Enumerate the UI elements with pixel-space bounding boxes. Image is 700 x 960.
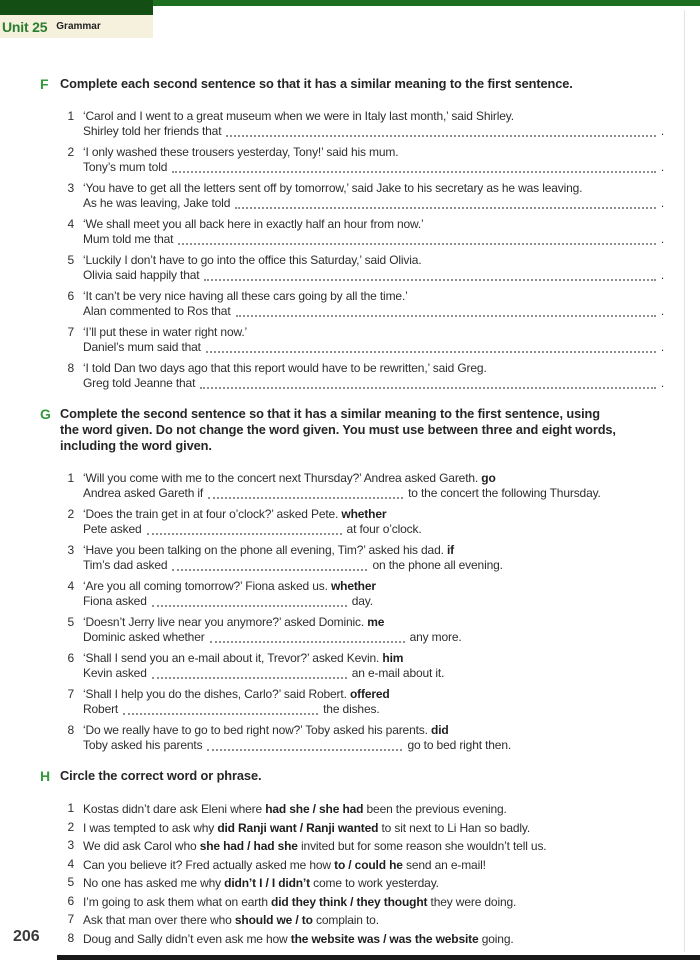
item-number: 8 bbox=[67, 723, 74, 737]
exercise-item bbox=[64, 857, 664, 873]
answer-suffix: day. bbox=[351, 594, 373, 608]
item-number: 4 bbox=[67, 856, 74, 871]
choice-bold-text: the website was / was the website bbox=[290, 931, 479, 946]
answer-blank bbox=[123, 702, 318, 715]
answer-suffix: on the phone all evening. bbox=[372, 558, 503, 572]
item-number: 6 bbox=[67, 893, 74, 908]
answer-suffix: . bbox=[660, 160, 664, 174]
quoted-sentence bbox=[83, 723, 664, 738]
answer-prefix: Andrea asked Gareth if bbox=[83, 486, 204, 500]
item-text bbox=[83, 253, 664, 283]
answer-prefix: Alan commented to Ros that bbox=[83, 304, 231, 318]
answer-blank bbox=[235, 196, 656, 209]
exercise-item bbox=[64, 912, 664, 928]
answer-prefix: Robert bbox=[83, 702, 119, 716]
item-number: 6 bbox=[67, 651, 74, 665]
sentence-text: I’m going to ask them what on earth bbox=[83, 894, 272, 909]
item-number: 5 bbox=[67, 615, 74, 629]
quoted-sentence bbox=[83, 615, 664, 630]
exercise-item bbox=[64, 931, 664, 947]
answer-prefix: Fiona asked bbox=[83, 594, 147, 608]
choice-bold-text: to / could he bbox=[334, 857, 403, 872]
item-text bbox=[83, 687, 664, 717]
item-number: 3 bbox=[67, 181, 74, 195]
answer-line bbox=[83, 268, 664, 283]
choice-bold-text: if bbox=[446, 543, 454, 557]
item-number: 3 bbox=[67, 543, 74, 557]
quoted-sentence bbox=[83, 687, 664, 702]
exercise-item bbox=[64, 145, 664, 175]
choice-bold-text: offered bbox=[349, 687, 390, 701]
answer-line bbox=[83, 666, 664, 681]
answer-line bbox=[83, 486, 664, 501]
answer-blank bbox=[172, 558, 367, 571]
choice-bold-text: go bbox=[481, 471, 496, 485]
quoted-sentence bbox=[83, 471, 664, 486]
answer-line bbox=[83, 196, 664, 211]
item-text bbox=[83, 875, 664, 891]
sentence-text: been the previous evening. bbox=[363, 802, 507, 816]
sentence-text: Ask that man over there who bbox=[83, 913, 235, 927]
sentence-text: ‘I only washed these trousers yesterday, Tony!’ said his mum. bbox=[83, 145, 399, 159]
answer-blank bbox=[207, 738, 402, 751]
item-number: 4 bbox=[67, 217, 74, 231]
unit-label: Unit 25 bbox=[2, 18, 48, 35]
item-text bbox=[83, 723, 664, 753]
quoted-sentence bbox=[83, 253, 664, 268]
choice-bold-text: had she / she had bbox=[265, 802, 364, 816]
answer-suffix: . bbox=[660, 340, 664, 354]
answer-suffix: the dishes. bbox=[323, 702, 380, 716]
answer-blank bbox=[178, 232, 656, 245]
page-number: 206 bbox=[13, 928, 40, 945]
section-letter: F bbox=[40, 76, 49, 92]
exercise-item bbox=[64, 615, 664, 645]
item-text bbox=[83, 912, 664, 928]
exercise-item bbox=[64, 471, 664, 501]
exercise-item bbox=[64, 217, 664, 247]
sentence-text: ‘Are you all coming tomorrow?’ Fiona asked us. bbox=[83, 579, 331, 593]
answer-suffix: at four o’clock. bbox=[346, 522, 422, 536]
exercise-item bbox=[64, 253, 664, 283]
sentence-text: going. bbox=[478, 931, 514, 946]
sentence-text: ‘Shall I send you an e-mail about it, Trevor?’ asked Kevin. bbox=[83, 651, 383, 665]
item-number: 8 bbox=[67, 930, 74, 945]
answer-blank bbox=[172, 160, 656, 173]
answer-line bbox=[83, 124, 664, 139]
unit-strip bbox=[0, 15, 153, 38]
item-text bbox=[83, 217, 664, 247]
section-h-heading bbox=[40, 768, 664, 784]
item-text bbox=[83, 894, 664, 910]
quoted-sentence bbox=[83, 109, 664, 124]
answer-blank bbox=[208, 486, 403, 499]
sentence-text: Can you believe it? Fred actually asked me how bbox=[83, 857, 335, 872]
item-text bbox=[83, 651, 664, 681]
section-title: Complete each second sentence so that it has a similar meaning to the first sentence. bbox=[60, 76, 573, 91]
item-number: 5 bbox=[67, 253, 74, 267]
sentence-text: ‘I’ll put these in water right now.’ bbox=[83, 325, 248, 339]
item-number: 6 bbox=[67, 289, 74, 303]
choice-bold-text: she had / had she bbox=[199, 839, 298, 853]
exercise-item bbox=[64, 875, 664, 891]
exercise-item bbox=[64, 325, 664, 355]
answer-blank bbox=[204, 268, 655, 281]
item-text bbox=[83, 471, 664, 501]
answer-line bbox=[83, 594, 664, 609]
answer-line bbox=[83, 558, 664, 573]
sentence-text: invited but for some reason she wouldn’t tell us. bbox=[297, 839, 547, 853]
choice-sentence bbox=[83, 912, 664, 928]
answer-blank bbox=[206, 340, 656, 353]
item-text bbox=[83, 109, 664, 139]
item-text bbox=[83, 325, 664, 355]
choice-sentence bbox=[83, 801, 664, 817]
answer-suffix: . bbox=[660, 196, 664, 210]
item-number: 7 bbox=[67, 912, 74, 926]
exercise-item bbox=[64, 651, 664, 681]
choice-bold-text: should we / to bbox=[234, 913, 313, 927]
item-number: 7 bbox=[67, 325, 74, 339]
item-number: 2 bbox=[67, 507, 74, 521]
section-h-items bbox=[40, 801, 664, 947]
exercise-item bbox=[64, 289, 664, 319]
sentence-text: ‘Have you been talking on the phone all evening, Tim?’ asked his dad. bbox=[83, 543, 447, 557]
answer-prefix: Kevin asked bbox=[83, 666, 147, 680]
choice-bold-text: did bbox=[431, 723, 449, 737]
section-h bbox=[40, 768, 664, 947]
exercise-item bbox=[64, 109, 664, 139]
answer-prefix: Olivia said happily that bbox=[83, 268, 200, 282]
sentence-text: ‘I told Dan two days ago that this report would have to be rewritten,’ said Greg. bbox=[83, 361, 487, 375]
answer-line bbox=[83, 304, 664, 319]
exercise-item bbox=[64, 820, 664, 836]
section-f bbox=[40, 76, 664, 391]
section-g bbox=[40, 406, 664, 753]
quoted-sentence bbox=[83, 181, 664, 196]
choice-bold-text: me bbox=[367, 615, 385, 629]
exercise-item bbox=[64, 801, 664, 817]
answer-prefix: Pete asked bbox=[83, 522, 142, 536]
item-text bbox=[83, 579, 664, 609]
section-title: Circle the correct word or phrase. bbox=[60, 768, 262, 783]
section-f-items bbox=[40, 109, 664, 391]
answer-line bbox=[83, 522, 664, 537]
answer-line bbox=[83, 630, 664, 645]
quoted-sentence bbox=[83, 543, 664, 558]
item-text bbox=[83, 615, 664, 645]
quoted-sentence bbox=[83, 217, 664, 232]
sentence-text: to sit next to Li Han so badly. bbox=[378, 820, 531, 835]
item-number: 4 bbox=[67, 579, 74, 593]
item-text bbox=[83, 931, 664, 947]
sentence-text: ‘Shall I help you do the dishes, Carlo?’ said Robert. bbox=[83, 687, 350, 701]
exercise-item bbox=[64, 579, 664, 609]
sentence-text: ‘Doesn’t Jerry live near you anymore?’ asked Dominic. bbox=[83, 615, 368, 629]
quoted-sentence bbox=[83, 579, 664, 594]
sentence-text: they were doing. bbox=[427, 894, 517, 909]
exercise-item bbox=[64, 723, 664, 753]
answer-suffix: . bbox=[660, 232, 664, 246]
answer-line bbox=[83, 340, 664, 355]
answer-line bbox=[83, 160, 664, 175]
sentence-text: ‘It can’t be very nice having all these cars going by all the time.’ bbox=[83, 289, 408, 303]
sentence-text: come to work yesterday. bbox=[309, 876, 439, 890]
item-text bbox=[83, 838, 664, 854]
answer-prefix: Daniel’s mum said that bbox=[83, 340, 201, 354]
unit-subject: Grammar bbox=[56, 21, 101, 32]
answer-line bbox=[83, 376, 664, 391]
item-number: 3 bbox=[67, 838, 74, 852]
answer-suffix: . bbox=[660, 268, 664, 282]
quoted-sentence bbox=[83, 361, 664, 376]
answer-prefix: Toby asked his parents bbox=[83, 738, 203, 752]
answer-suffix: . bbox=[660, 124, 664, 138]
unit-green-block bbox=[0, 0, 153, 15]
answer-suffix: to the concert the following Thursday. bbox=[408, 486, 601, 500]
sentence-text: ‘Luckily I don’t have to go into the office this Saturday,’ said Olivia. bbox=[83, 253, 422, 267]
answer-blank bbox=[152, 594, 347, 607]
item-number: 1 bbox=[67, 109, 74, 123]
sentence-text: We did ask Carol who bbox=[83, 839, 200, 853]
item-number: 2 bbox=[67, 145, 74, 159]
section-letter: G bbox=[40, 406, 51, 422]
choice-sentence bbox=[83, 820, 664, 836]
item-text bbox=[83, 801, 664, 817]
sentence-text: ‘Carol and I went to a great museum when we were in Italy last month,’ said Shirley. bbox=[83, 109, 514, 123]
sentence-text: complain to. bbox=[312, 913, 379, 927]
choice-bold-text: whether bbox=[330, 579, 376, 593]
section-title: Complete the second sentence so that it has a similar meaning to the first sentence, using the word given. Do not change the word given. You must use between three and eight words, including the word given. bbox=[60, 406, 616, 453]
sentence-text: I was tempted to ask why bbox=[83, 820, 218, 835]
item-number: 1 bbox=[67, 471, 74, 485]
exercise-item bbox=[64, 894, 664, 910]
answer-blank bbox=[152, 666, 347, 679]
item-text bbox=[83, 820, 664, 836]
answer-line bbox=[83, 702, 664, 717]
answer-line bbox=[83, 738, 664, 753]
section-g-heading bbox=[40, 406, 664, 454]
page-right-edge bbox=[684, 10, 685, 952]
answer-suffix: any more. bbox=[409, 630, 462, 644]
item-text bbox=[83, 543, 664, 573]
answer-suffix: an e-mail about it. bbox=[351, 666, 445, 680]
answer-prefix: Tim’s dad asked bbox=[83, 558, 168, 572]
exercise-item bbox=[64, 181, 664, 211]
quoted-sentence bbox=[83, 145, 664, 160]
choice-bold-text: whether bbox=[341, 507, 387, 521]
section-g-items bbox=[40, 471, 664, 753]
choice-sentence bbox=[83, 838, 664, 854]
item-number: 2 bbox=[67, 819, 74, 834]
choice-sentence bbox=[83, 894, 664, 910]
choice-bold-text: did they think / they thought bbox=[271, 894, 428, 909]
quoted-sentence bbox=[83, 651, 664, 666]
exercise-item bbox=[64, 543, 664, 573]
answer-blank bbox=[226, 124, 655, 137]
answer-suffix: go to bed right then. bbox=[407, 738, 512, 752]
item-number: 1 bbox=[67, 801, 74, 815]
answer-suffix: . bbox=[660, 304, 664, 318]
answer-blank bbox=[236, 304, 656, 317]
sentence-text: Kostas didn’t dare ask Eleni where bbox=[83, 802, 266, 816]
choice-sentence bbox=[83, 875, 664, 891]
sentence-text: ‘We shall meet you all back here in exactly half an hour from now.’ bbox=[83, 217, 424, 231]
answer-suffix: . bbox=[660, 376, 664, 390]
choice-bold-text: didn’t I / I didn’t bbox=[224, 876, 310, 890]
item-text bbox=[83, 181, 664, 211]
item-text bbox=[83, 857, 664, 873]
exercise-item bbox=[64, 838, 664, 854]
choice-sentence bbox=[83, 931, 664, 947]
answer-prefix: Shirley told her friends that bbox=[83, 124, 222, 138]
choice-bold-text: did Ranji want / Ranji wanted bbox=[217, 820, 379, 835]
answer-blank bbox=[200, 376, 656, 389]
answer-prefix: Mum told me that bbox=[83, 232, 174, 246]
item-text bbox=[83, 145, 664, 175]
sentence-text: ‘You have to get all the letters sent off by tomorrow,’ said Jake to his secretary as he was leaving. bbox=[83, 181, 583, 195]
answer-blank bbox=[210, 630, 405, 643]
exercise-item bbox=[64, 507, 664, 537]
item-number: 8 bbox=[67, 361, 74, 375]
choice-sentence bbox=[83, 857, 664, 873]
choice-bold-text: him bbox=[382, 651, 404, 665]
sentence-text: No one has asked me why bbox=[83, 876, 225, 890]
item-text bbox=[83, 507, 664, 537]
quoted-sentence bbox=[83, 289, 664, 304]
item-number: 5 bbox=[67, 875, 74, 889]
sentence-text: ‘Will you come with me to the concert next Thursday?’ Andrea asked Gareth. bbox=[83, 471, 482, 485]
sentence-text: send an e-mail! bbox=[402, 857, 486, 872]
answer-prefix: As he was leaving, Jake told bbox=[83, 196, 231, 210]
item-text bbox=[83, 361, 664, 391]
answer-prefix: Dominic asked whether bbox=[83, 630, 205, 644]
answer-blank bbox=[147, 522, 342, 535]
sentence-text: Doug and Sally didn’t even ask me how bbox=[83, 931, 291, 946]
quoted-sentence bbox=[83, 325, 664, 340]
item-number: 7 bbox=[67, 687, 74, 701]
page-bottom-edge bbox=[57, 955, 700, 960]
section-letter: H bbox=[40, 768, 51, 784]
answer-prefix: Greg told Jeanne that bbox=[83, 376, 196, 390]
item-text bbox=[83, 289, 664, 319]
exercise-item bbox=[64, 687, 664, 717]
answer-line bbox=[83, 232, 664, 247]
sentence-text: ‘Does the train get in at four o’clock?’ asked Pete. bbox=[83, 507, 342, 521]
quoted-sentence bbox=[83, 507, 664, 522]
sentence-text: ‘Do we really have to go to bed right now?’ Toby asked his parents. bbox=[83, 723, 432, 737]
exercise-item bbox=[64, 361, 664, 391]
section-f-heading bbox=[40, 76, 664, 92]
answer-prefix: Tony’s mum told bbox=[83, 160, 168, 174]
